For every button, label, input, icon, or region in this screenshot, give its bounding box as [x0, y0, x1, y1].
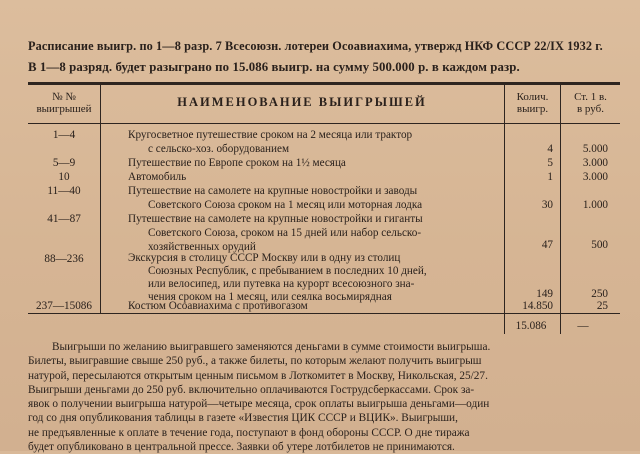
- row-description-line: Костюм Осоавиахима с противогазом: [128, 300, 308, 312]
- notes-line: явок о получении выигрыша натурой—четыре месяца, срок оплаты выигрыша деньгами—один: [28, 398, 490, 411]
- row-description-line: Экскурсия в столицу СССР Москву или в одну из столиц: [128, 252, 401, 264]
- row-quantity: 14.850: [522, 300, 553, 312]
- column-header-cost: [561, 91, 620, 115]
- total-quantity: 15.086: [515, 320, 547, 332]
- column-header-cost-line: Ст. 1 в.: [574, 91, 607, 103]
- row-cost: 250: [591, 288, 608, 300]
- row-cost: 5.000: [582, 143, 608, 155]
- column-header-num-line: выигрышей: [36, 103, 92, 115]
- column-header-qty-line: выигр.: [516, 103, 549, 115]
- notes-line: Билеты, выигравшие свыше 250 руб., а также билеты, по которым желают получить выигрыш: [28, 355, 482, 368]
- row-quantity: 4: [547, 143, 553, 155]
- column-header-name: НАИМЕНОВАНИЕ ВЫИГРЫШЕЙ: [177, 95, 427, 109]
- row-description: [128, 184, 496, 212]
- notes-line: Выигрыши деньгами до 250 руб. включительно оплачиваются Гострудсберкассами. Срок за-: [28, 383, 475, 396]
- row-description: [128, 252, 496, 304]
- row-description: [128, 128, 496, 156]
- table-header-rule: [28, 123, 620, 124]
- notes-paragraph: [28, 340, 620, 454]
- row-description-line: хозяйственных орудий: [148, 241, 256, 253]
- notes-line: натурой, пересылаются открытым ценным письмом в Лоткомитет в Москву, Никольская, 25/27.: [28, 369, 488, 382]
- row-description: [128, 299, 496, 313]
- total-cost: —: [577, 320, 589, 332]
- row-description: [128, 212, 496, 254]
- table-top-rule: [28, 82, 620, 85]
- row-number-range: 5—9: [52, 157, 76, 169]
- column-header-cost-line: в руб.: [576, 103, 604, 115]
- row-description-line: Союзных Республик, с пребыванием в последних 10 дней,: [148, 265, 427, 277]
- row-description-line: Автомобиль: [128, 171, 187, 183]
- row-description: [128, 156, 496, 170]
- column-divider: [100, 85, 101, 313]
- notes-line: не предъявленные к оплате в течение года, поступают в фонд обороны СССР. О дне тиража: [28, 426, 470, 439]
- row-description-line: Кругосветное путешествие сроком на 2 месяца или трактор: [128, 129, 413, 141]
- row-number-range: 11—40: [47, 185, 81, 197]
- row-quantity: 47: [541, 239, 553, 251]
- row-number-range: 1—4: [52, 129, 76, 141]
- row-number-range: 41—87: [47, 213, 81, 225]
- row-number-range: 237—15086: [36, 300, 92, 312]
- row-description-line: чения сроком на 1 месяц, или сеялка восьмирядная: [148, 291, 392, 303]
- row-description-line: Советского Союза, сроком на 15 дней или набор сельско-: [148, 227, 422, 239]
- header-line-1: Расписание выигр. по 1—8 разр. 7 Всесоюзн. лотереи Осоавиахима, утвержд НКФ СССР 22/IX 1932 г.: [28, 39, 603, 53]
- row-cost: 25: [596, 300, 608, 312]
- row-description-line: Путешествие на самолете на крупные новостройки и заводы: [128, 185, 418, 197]
- row-quantity: 30: [541, 199, 553, 211]
- row-quantity: 5: [547, 157, 553, 169]
- row-quantity: 149: [536, 288, 553, 300]
- header-line-2: В 1—8 разряд. будет разыграно по 15.086 выигр. на сумму 500.000 р. в каждом разр.: [28, 60, 520, 74]
- column-header-num-line: № №: [52, 91, 76, 103]
- row-cost: 3.000: [582, 157, 608, 169]
- row-description-line: Путешествие по Европе сроком на 1½ месяца: [128, 157, 346, 169]
- column-header-num: [28, 91, 100, 115]
- notes-line: будет опубликовано в центральной прессе. Заявки об утере лотбилетов не принимаются.: [28, 441, 455, 454]
- row-description-line: или велосипед, или путевка на курорт всесоюзного зна-: [148, 278, 415, 290]
- row-description: [128, 170, 496, 184]
- row-number-range: 88—236: [44, 253, 84, 265]
- notes-line: год со дня опубликования таблицы в газете «Известия ЦИК СССР и ВЦИК». Выигрыши,: [28, 412, 458, 425]
- prize-table: [28, 82, 620, 334]
- row-quantity: 1: [547, 171, 553, 183]
- row-cost: 500: [591, 239, 608, 251]
- row-description-line: с сельско-хоз. оборудованием: [148, 143, 290, 155]
- column-header-qty: [505, 91, 560, 115]
- row-description-line: Путешествие на самолете на крупные новостройки и гиганты: [128, 213, 423, 225]
- row-number-range: 10: [58, 171, 70, 183]
- row-cost: 3.000: [582, 171, 608, 183]
- column-header-qty-line: Колич.: [516, 91, 549, 103]
- table-bottom-rule: [28, 313, 620, 314]
- row-cost: 1.000: [582, 199, 608, 211]
- row-description-line: Советского Союза сроком на 1 месяц или моторная лодка: [148, 199, 423, 211]
- notes-line: Выигрыши по желанию выигравшего заменяются деньгами в сумме стоимости выигрыша.: [52, 341, 491, 353]
